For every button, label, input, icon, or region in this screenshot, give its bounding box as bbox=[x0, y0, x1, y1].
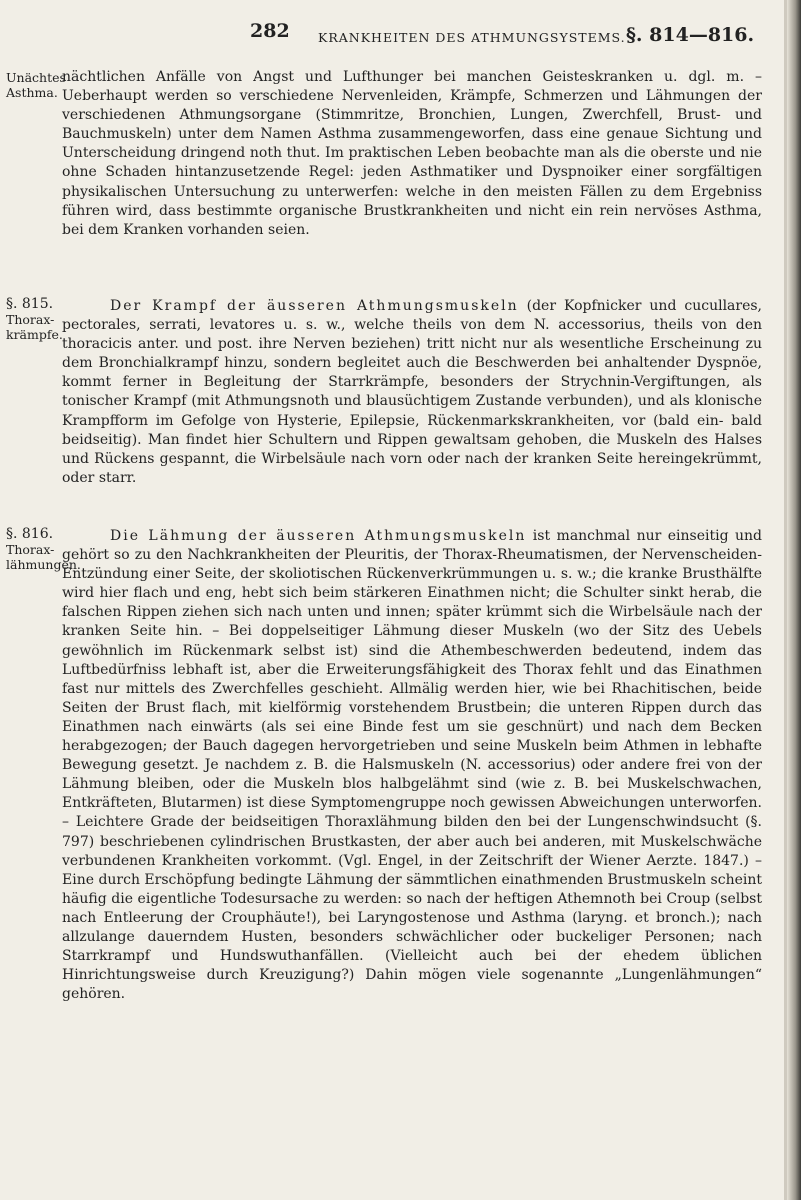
margin-label-line: Thorax- bbox=[6, 542, 55, 557]
book-spine-edge bbox=[787, 0, 801, 1200]
running-title: KRANKHEITEN DES ATHMUNGSYSTEMS. bbox=[318, 30, 626, 45]
margin-label-line: Unächtes bbox=[6, 70, 66, 85]
page-number: 282 bbox=[250, 20, 290, 42]
margin-label-unaechtes-asthma bbox=[6, 70, 66, 100]
margin-label-line: krämpfe. bbox=[6, 327, 63, 342]
paragraph-text: ist manchmal nur einseitig und gehört so zu den Nachkrankheiten der Pleuritis, der Thorax-Rheumatismen, der Nervenscheiden-Entzündung einer Seite, der skoliotischen Rückenverkrümmungen u. s. w.; die kranke Brusthälfte wird hier flach und eng, hebt sich beim stärkeren Einathmen nicht; die Schulter sinkt herab, die falschen Rippen ziehen sich nach unten und innen; später krümmt sich die Wirbelsäule nach der kranken Seite hin. – Bei doppelseitiger Lähmung dieser Muskeln (wo der Sitz des Uebels gewöhnlich im Rückenmark selbst ist) sind die Athembeschwerden bedeutend, indem das Luftbedürfniss lebhaft ist, aber die Erweiterungsfähigkeit des Thorax fehlt und das Einathmen fast nur mittels des Zwerchfelles geschieht. Allmälig werden hier, wie bei Rhachitischen, beide Seiten der Brust flach, mit kielförmig vorstehendem Brustbein; die unteren Rippen durch das Einathmen nach einwärts (als sei eine Binde fest um sie geschnürt) und nach dem Becken herabgezogen; der Bauch dagegen hervorgetrieben und seine Muskeln beim Athmen in lebhafte Bewegung gesetzt. Je nachdem z. B. die Halsmuskeln (N. accessorius) oder andere frei von der Lähmung bleiben, oder die Muskeln blos halbgelähmt sind (wie z. B. bei Muskelschwachen, Entkräfteten, Blutarmen) ist diese Symptomengruppe noch gewissen Abweichungen unterworfen. – Leichtere Grade der beidseitigen Thoraxlähmung bilden den bei der Lungenschwindsucht (§. 797) beschriebenen cylindrischen Brustkasten, der aber auch bei anderen, mit Muskelschwäche verbundenen Krankheiten vorkommt. (Vgl. Engel, in der Zeitschrift der Wiener Aerzte. 1847.) – Eine durch Erschöpfung bedingte Lähmung der sämmtlichen einathmenden Brustmuskeln scheint häufig die eigentliche Todesursache zu werden: so nach der heftigen Athemnoth bei Croup (selbst nach Entleerung der Crouphäute!), bei Laryngostenose und Asthma (laryng. et bronch.); nach allzulange dauerndem Husten, besonders schwächlicher oder buckeliger Personen; nach Starrkrampf und Hundswuthanfällen. (Vielleicht auch bei der ehedem üblichen Hinrichtungsweise durch Kreuzigung?) Dahin mögen viele sogenannte „Lungenlähmungen“ gehören. bbox=[62, 528, 762, 1003]
paragraph-text: (der Kopfnicker und cucullares, pectorales, serrati, levatores u. s. w., welche theils von dem N. accessorius, theils von den thoracicis anter. und post. ihre Nerven beziehen) tritt nicht nur als wesentliche Erscheinung zu dem Bronchialkrampf hinzu, sondern begleitet auch die Beschwerden bei anhaltender Dyspnöe, kommt ferner in Begleitung der Starrkrämpfe, besonders der Strychnin-Vergiftungen, als tonischer Krampf (mit Athmungsnoth und blausüchtigem Zustande verbunden), und als klonische Krampfform im Gefolge von Hysterie, Epilepsie, Rückenmarkskrankheiten, vor (bald ein- bald beidseitig). Man findet hier Schultern und Rippen gewaltsam gehoben, die Muskeln des Halses und Rückens gespannt, die Wirbelsäule nach vorn oder nach der kranken Seite hereingekrümmt, oder starr. bbox=[62, 298, 763, 486]
margin-label-line: Asthma. bbox=[6, 85, 58, 100]
section-number: §. 816. bbox=[6, 526, 54, 542]
paragraph-thoraxkraempfe bbox=[62, 297, 762, 488]
margin-label-line: Thorax- bbox=[6, 312, 55, 327]
section-number: §. 815. bbox=[6, 296, 54, 312]
page-header bbox=[0, 18, 801, 58]
spaced-heading: Die Lähmung der äusseren Athmungsmuskeln bbox=[110, 528, 527, 544]
margin-label-thoraxkraempfe bbox=[6, 297, 62, 342]
spaced-heading: Der Krampf der äusseren Athmungsmuskeln bbox=[110, 298, 519, 314]
margin-label-line: lähmungen. bbox=[6, 557, 81, 572]
margin-label-thoraxlaehmungen bbox=[6, 526, 81, 572]
paragraph-unaechtes-asthma: nächtlichen Anfälle von Angst und Lufthunger bei manchen Geisteskranken u. dgl. m. – Ueberhaupt werden so verschiedene Nervenleiden, Krämpfe, Schmerzen und Lähmungen der verschiedenen Athmungsorgane (Stimmritze, Bronchien, Lungen, Zwerchfell, Brust- und Bauchmuskeln) unter dem Namen Asthma zusammengeworfen, dass eine genaue Sichtung und Unterscheidung dringend noth thut. Im praktischen Leben beobachte man als die oberste und nie ohne Schaden hintanzusetzende Regel: jeden Asthmatiker und Dyspnoiker einer sorgfältigen physikalischen Untersuchung zu unterwerfen: welche in den meisten Fällen zu dem Ergebniss führen wird, dass bestimmte organische Brustkrankheiten und nicht ein rein nervöses Asthma, bei dem Kranken vorhanden seien. bbox=[62, 69, 762, 238]
section-range: §. 814—816. bbox=[626, 24, 755, 46]
paragraph-thoraxlaehmungen bbox=[62, 527, 762, 1004]
